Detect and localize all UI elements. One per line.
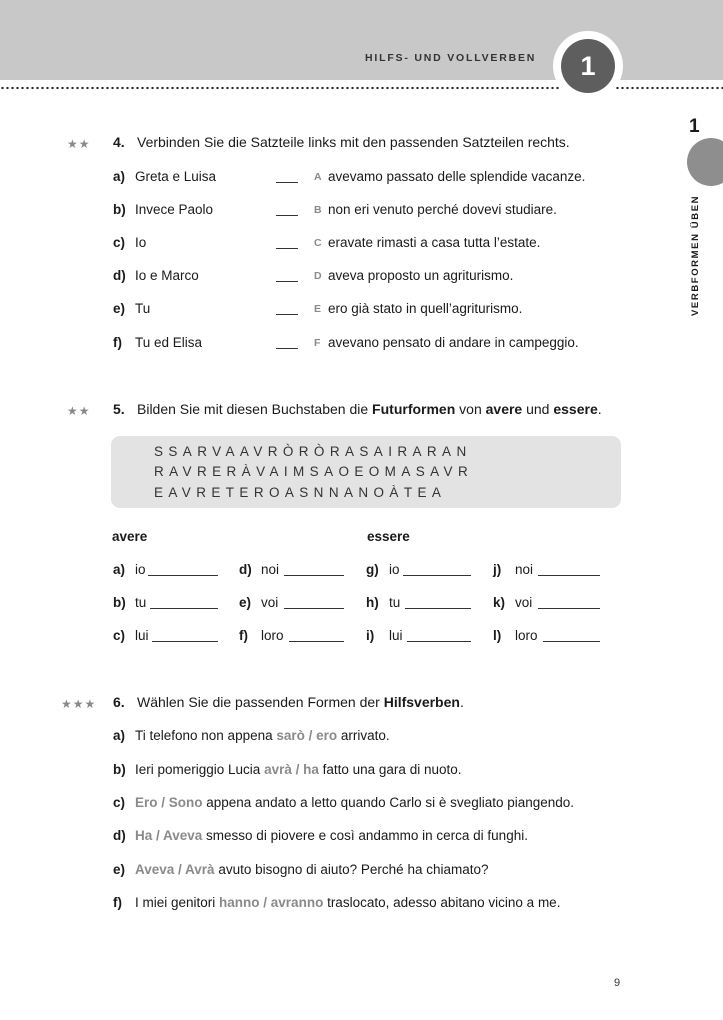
choice-options[interactable]: Aveva / Avrà (135, 862, 215, 877)
difficulty-stars: ★★ (67, 404, 91, 418)
pronoun: lui (135, 628, 149, 643)
pronoun: loro (261, 628, 284, 643)
item-letter: c) (113, 235, 126, 250)
item-letter: b) (113, 202, 126, 217)
left-phrase: Io (135, 235, 147, 250)
left-phrase: Tu ed Elisa (135, 335, 203, 350)
pronoun: tu (135, 595, 147, 610)
answer-blank[interactable] (150, 608, 218, 609)
answer-blank[interactable] (407, 641, 471, 642)
item-letter: l) (493, 628, 502, 643)
option-letter: D (314, 270, 322, 282)
option-letter: F (314, 337, 321, 349)
pronoun: io (389, 562, 400, 577)
task-instruction: Wählen Sie die passenden Formen der Hilfsverben. (137, 694, 464, 710)
answer-blank[interactable] (403, 575, 471, 576)
answer-blank[interactable] (152, 641, 218, 642)
difficulty-stars: ★★★ (61, 697, 97, 711)
item-letter: h) (366, 595, 379, 610)
choice-options[interactable]: Ero / Sono (135, 795, 203, 810)
item-letter: d) (239, 562, 252, 577)
item-letter: b) (113, 595, 126, 610)
side-section-label: VERBFORMEN ÜBEN (690, 194, 701, 316)
pronoun: noi (515, 562, 534, 577)
right-phrase: avevano pensato di andare in campeggio. (328, 335, 579, 350)
pronoun: lui (389, 628, 403, 643)
item-letter: f) (113, 335, 122, 350)
answer-blank[interactable] (284, 608, 344, 609)
left-phrase: Io e Marco (135, 268, 199, 283)
item-letter: e) (239, 595, 252, 610)
item-letter: e) (113, 301, 126, 316)
item-letter: c) (113, 628, 126, 643)
chapter-badge: 1 (561, 39, 615, 93)
task-instruction: Bilden Sie mit diesen Buchstaben die Futurformen von avere und essere. (137, 401, 602, 417)
answer-blank[interactable] (538, 575, 600, 576)
option-letter: B (314, 204, 322, 216)
right-phrase: avevamo passato delle splendide vacanze. (328, 169, 586, 184)
chapter-title: HILFS- UND VOLLVERBEN (365, 52, 537, 64)
item-letter: e) (113, 862, 126, 877)
choice-options[interactable]: Ha / Aveva (135, 828, 203, 843)
sentence: Aveva / Avrà avuto bisogno di aiuto? Perché ha chiamato? (135, 862, 489, 877)
item-letter: b) (113, 762, 126, 777)
right-phrase: ero già stato in quell’agriturismo. (328, 301, 523, 316)
answer-blank[interactable] (276, 281, 298, 282)
pronoun: voi (261, 595, 279, 610)
column-heading-essere: essere (367, 529, 410, 544)
side-tab-marker (687, 138, 723, 186)
answer-blank[interactable] (405, 608, 471, 609)
sentence: I miei genitori hanno / avranno traslocato, adesso abitano vicino a me. (135, 895, 561, 910)
item-letter: d) (113, 828, 126, 843)
sentence: Ha / Aveva smesso di piovere e così andammo in cerca di funghi. (135, 828, 528, 843)
answer-blank[interactable] (276, 314, 298, 315)
answer-blank[interactable] (276, 348, 298, 349)
pronoun: io (135, 562, 146, 577)
column-heading-avere: avere (112, 529, 148, 544)
sentence: Ti telefono non appena sarò / ero arrivato. (135, 728, 390, 743)
option-letter: A (314, 171, 322, 183)
item-letter: g) (366, 562, 379, 577)
answer-blank[interactable] (148, 575, 218, 576)
sentence: Ieri pomeriggio Lucia avrà / ha fatto una gara di nuoto. (135, 762, 462, 777)
pronoun: tu (389, 595, 401, 610)
side-chapter-number: 1 (689, 116, 700, 137)
letter-grid-row: RAVRERÀVAIMSAOEOMASAVR (154, 464, 474, 479)
answer-blank[interactable] (276, 215, 298, 216)
item-letter: f) (239, 628, 248, 643)
answer-blank[interactable] (289, 641, 344, 642)
left-phrase: Invece Paolo (135, 202, 214, 217)
task-number: 4. (113, 134, 125, 150)
item-letter: c) (113, 795, 126, 810)
answer-blank[interactable] (543, 641, 600, 642)
answer-blank[interactable] (538, 608, 600, 609)
right-phrase: non eri venuto perché dovevi studiare. (328, 202, 557, 217)
task-instruction: Verbinden Sie die Satzteile links mit den passenden Satzteilen rechts. (137, 134, 570, 150)
page-number: 9 (614, 977, 621, 989)
sentence: Ero / Sono appena andato a letto quando Carlo si è svegliato piangendo. (135, 795, 575, 810)
right-phrase: aveva proposto un agriturismo. (328, 268, 514, 283)
task-number: 6. (113, 694, 125, 710)
option-letter: E (314, 303, 322, 315)
choice-options[interactable]: sarò / ero (276, 728, 338, 743)
answer-blank[interactable] (276, 182, 298, 183)
task-number: 5. (113, 401, 125, 417)
item-letter: d) (113, 268, 126, 283)
letter-grid-row: SSARVAAVRÒRÒRASAIRARAN (154, 444, 472, 459)
difficulty-stars: ★★ (67, 137, 91, 151)
item-letter: k) (493, 595, 506, 610)
pronoun: loro (515, 628, 538, 643)
answer-blank[interactable] (284, 575, 344, 576)
item-letter: f) (113, 895, 122, 910)
letter-grid-row: EAVRETEROASNNANOÀTEA (154, 485, 447, 500)
pronoun: noi (261, 562, 280, 577)
choice-options[interactable]: hanno / avranno (219, 895, 324, 910)
item-letter: j) (493, 562, 502, 577)
item-letter: a) (113, 728, 126, 743)
option-letter: C (314, 237, 322, 249)
item-letter: i) (366, 628, 375, 643)
right-phrase: eravate rimasti a casa tutta l’estate. (328, 235, 541, 250)
pronoun: voi (515, 595, 533, 610)
left-phrase: Greta e Luisa (135, 169, 217, 184)
answer-blank[interactable] (276, 248, 298, 249)
item-letter: a) (113, 169, 126, 184)
choice-options[interactable]: avrà / ha (264, 762, 319, 777)
left-phrase: Tu (135, 301, 151, 316)
item-letter: a) (113, 562, 126, 577)
